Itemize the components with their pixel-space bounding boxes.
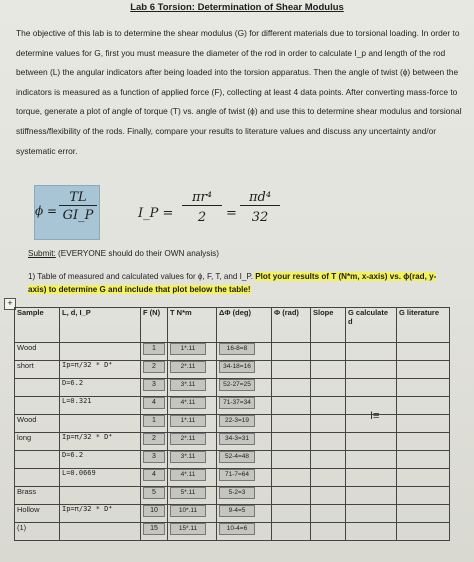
table-row (15, 523, 450, 541)
cell-slope[interactable] (311, 361, 346, 379)
cell-dphi[interactable]: 5-2=3 (219, 487, 255, 499)
cell-t[interactable]: 15*.11 (170, 523, 206, 535)
cell-g-lit[interactable] (397, 487, 450, 505)
cell-f[interactable]: 4 (143, 469, 165, 481)
cell-g-calc[interactable] (346, 379, 397, 397)
cell-g-lit[interactable] (397, 397, 450, 415)
cell-dphi[interactable]: 16-8=8 (219, 343, 255, 355)
page-title: Lab 6 Torsion: Determination of Shear Modulus (130, 2, 344, 13)
table-description (28, 270, 448, 296)
formula2-den2: 32 (251, 210, 269, 225)
cell-slope[interactable] (311, 505, 346, 523)
formula2-eq: = (226, 206, 237, 221)
cell-phi[interactable] (272, 505, 311, 523)
cell-g-lit[interactable] (397, 451, 450, 469)
cell-sample[interactable]: long (15, 433, 60, 451)
cell-t[interactable]: 1*.11 (170, 343, 206, 355)
cell-g-lit[interactable] (397, 343, 450, 361)
header-dphi: ΔΦ (deg) (217, 308, 272, 343)
cell-phi[interactable] (272, 415, 311, 433)
cell-g-calc[interactable] (346, 343, 397, 361)
cell-phi[interactable] (272, 487, 311, 505)
header-t: T N*m (168, 308, 217, 343)
cell-g-lit[interactable] (397, 361, 450, 379)
header-ldip: L, d, I_P (60, 308, 141, 343)
cell-g-calc[interactable] (346, 361, 397, 379)
cell-ldip[interactable] (60, 415, 141, 433)
cell-sample[interactable]: Wood (15, 343, 60, 361)
cell-sample[interactable]: Hollow (15, 505, 60, 523)
cell-f[interactable]: 10 (143, 505, 165, 517)
cell-g-lit[interactable] (397, 379, 450, 397)
cell-t[interactable]: 2*.11 (170, 361, 206, 373)
table-move-handle-icon[interactable]: + (4, 298, 16, 310)
cell-phi[interactable] (272, 469, 311, 487)
table-row (15, 415, 450, 433)
header-g-lit: G literature (397, 308, 450, 343)
cell-sample[interactable]: (1) (15, 523, 60, 541)
cell-ldip[interactable]: D=6.2 (60, 379, 141, 397)
header-sample: Sample (15, 308, 60, 343)
cell-sample[interactable]: Brass (15, 487, 60, 505)
cell-dphi[interactable]: 71-7=64 (219, 469, 255, 481)
table-row (15, 433, 450, 451)
cell-slope[interactable] (311, 523, 346, 541)
cell-dphi[interactable]: 22-3=19 (219, 415, 255, 427)
cell-dphi[interactable]: 34-3=31 (219, 433, 255, 445)
cell-phi[interactable] (272, 379, 311, 397)
cell-slope[interactable] (311, 469, 346, 487)
cell-ldip[interactable]: L=0.321 (60, 397, 141, 415)
cell-phi[interactable] (272, 397, 311, 415)
submit-label: Submit: (28, 249, 56, 258)
cell-slope[interactable] (311, 415, 346, 433)
cell-t[interactable]: 2*.11 (170, 433, 206, 445)
header-slope: Slope (311, 308, 346, 343)
formula2-den1: 2 (197, 210, 207, 225)
cell-phi[interactable] (272, 433, 311, 451)
cell-phi[interactable] (272, 451, 311, 469)
table-header-row (15, 308, 450, 343)
cell-g-calc[interactable] (346, 433, 397, 451)
cell-g-lit[interactable] (397, 415, 450, 433)
cell-ldip[interactable] (60, 343, 141, 361)
cell-slope[interactable] (311, 451, 346, 469)
cell-dphi[interactable]: 10-4=6 (219, 523, 255, 535)
table-row (15, 379, 450, 397)
cell-phi[interactable] (272, 361, 311, 379)
formula1-lhs: ϕ = (35, 204, 58, 218)
cell-f[interactable]: 4 (143, 397, 165, 409)
cell-f[interactable]: 5 (143, 487, 165, 499)
table-row (15, 361, 450, 379)
cell-sample[interactable]: Wood (15, 415, 60, 433)
cell-ldip[interactable]: D=6.2 (60, 451, 141, 469)
cell-phi[interactable] (272, 343, 311, 361)
cell-dphi[interactable]: 52-4=48 (219, 451, 255, 463)
cell-g-lit[interactable] (397, 433, 450, 451)
table-row (15, 451, 450, 469)
objective-paragraph: The objective of this lab is to determine the shear modulus (G) for different materials due to torsional loading. In order to determine values for G, first you must measure the diameter of the rod in order to calculate I_p and length of the rod between (L) the angular indicators after being loaded into the torsion apparatus. Then the angle of twist (ϕ) between the indicators is measured as a function of applied force (F), collecting at least 4 data points. After converting mass-force to torque, generate a plot of angle of torque (T) vs. angle of twist (ϕ) and use this to determine shear modulus and torsional stiffness/flexibility of the rods. Finally, compare your results to literature values and discuss any uncertainty and/or systematic error. (16, 28, 462, 156)
cell-dphi[interactable]: 71-37=34 (219, 397, 255, 409)
cell-t[interactable]: 3*.11 (170, 451, 206, 463)
formula2-num2: πd⁴ (240, 190, 280, 206)
cell-ldip[interactable]: L=0.0669 (60, 469, 141, 487)
formula2-lhs: I_P = (138, 206, 174, 221)
formula1-num: TL (59, 190, 97, 206)
header-phi: Φ (rad) (272, 308, 311, 343)
cell-t[interactable]: 10*.11 (170, 505, 206, 517)
cell-slope[interactable] (311, 343, 346, 361)
cell-ldip[interactable]: Ip=π/32 * D⁴ (60, 361, 141, 379)
cell-f[interactable]: 2 (143, 433, 165, 445)
cell-ldip[interactable] (60, 487, 141, 505)
cell-slope[interactable] (311, 433, 346, 451)
cell-dphi[interactable]: 34-18=16 (219, 361, 255, 373)
cell-ldip[interactable] (60, 523, 141, 541)
cell-ldip[interactable]: Ip=π/32 * D⁴ (60, 433, 141, 451)
cell-slope[interactable] (311, 379, 346, 397)
table-desc-plain: 1) Table of measured and calculated values for ϕ, F, T, and I_P. (28, 272, 256, 281)
cell-f[interactable]: 2 (143, 361, 165, 373)
cell-g-lit[interactable] (397, 523, 450, 541)
data-table (14, 307, 450, 541)
table-desc-highlight: Plot your results of T (N*m, x-axis) vs. ϕ(rad, y-axis) to determine G and include that plot below the table! (28, 272, 437, 294)
table-row (15, 505, 450, 523)
text-cursor-icon: I≡ (370, 410, 380, 422)
cell-t[interactable]: 3*.11 (170, 379, 206, 391)
cell-t[interactable]: 1*.11 (170, 415, 206, 427)
cell-f[interactable]: 1 (143, 343, 165, 355)
cell-f[interactable]: 3 (143, 379, 165, 391)
cell-sample[interactable] (15, 379, 60, 397)
submit-text: (EVERYONE should do their OWN analysis) (55, 249, 219, 258)
table-row (15, 343, 450, 361)
cell-f[interactable]: 15 (143, 523, 165, 535)
cell-f[interactable]: 1 (143, 415, 165, 427)
cell-t[interactable]: 4*.11 (170, 397, 206, 409)
submit-instruction (28, 249, 219, 258)
cell-dphi[interactable]: 52-27=25 (219, 379, 255, 391)
table-row (15, 469, 450, 487)
cell-g-calc[interactable] (346, 469, 397, 487)
cell-f[interactable]: 3 (143, 451, 165, 463)
cell-sample[interactable]: short (15, 361, 60, 379)
cell-sample[interactable] (15, 469, 60, 487)
cell-g-lit[interactable] (397, 469, 450, 487)
cell-sample[interactable] (15, 397, 60, 415)
cell-slope[interactable] (311, 487, 346, 505)
table-row (15, 397, 450, 415)
cell-g-calc[interactable] (346, 451, 397, 469)
cell-phi[interactable] (272, 523, 311, 541)
cell-g-calc[interactable] (346, 487, 397, 505)
cell-g-lit[interactable] (397, 505, 450, 523)
cell-slope[interactable] (311, 397, 346, 415)
cell-dphi[interactable]: 9-4=5 (219, 505, 255, 517)
cell-t[interactable]: 4*.11 (170, 469, 206, 481)
header-f: F (N) (141, 308, 168, 343)
cell-g-calc[interactable] (346, 523, 397, 541)
cell-t[interactable]: 5*.11 (170, 487, 206, 499)
formula1-den: GI_P (62, 208, 94, 223)
formula2-num1: πr⁴ (182, 190, 222, 206)
cell-ldip[interactable]: Ip=π/32 * D⁴ (60, 505, 141, 523)
header-g-calc: G calculate d (346, 308, 397, 343)
cell-g-calc[interactable] (346, 505, 397, 523)
angle-of-twist-formula (34, 185, 100, 240)
cell-sample[interactable] (15, 451, 60, 469)
table-row (15, 487, 450, 505)
